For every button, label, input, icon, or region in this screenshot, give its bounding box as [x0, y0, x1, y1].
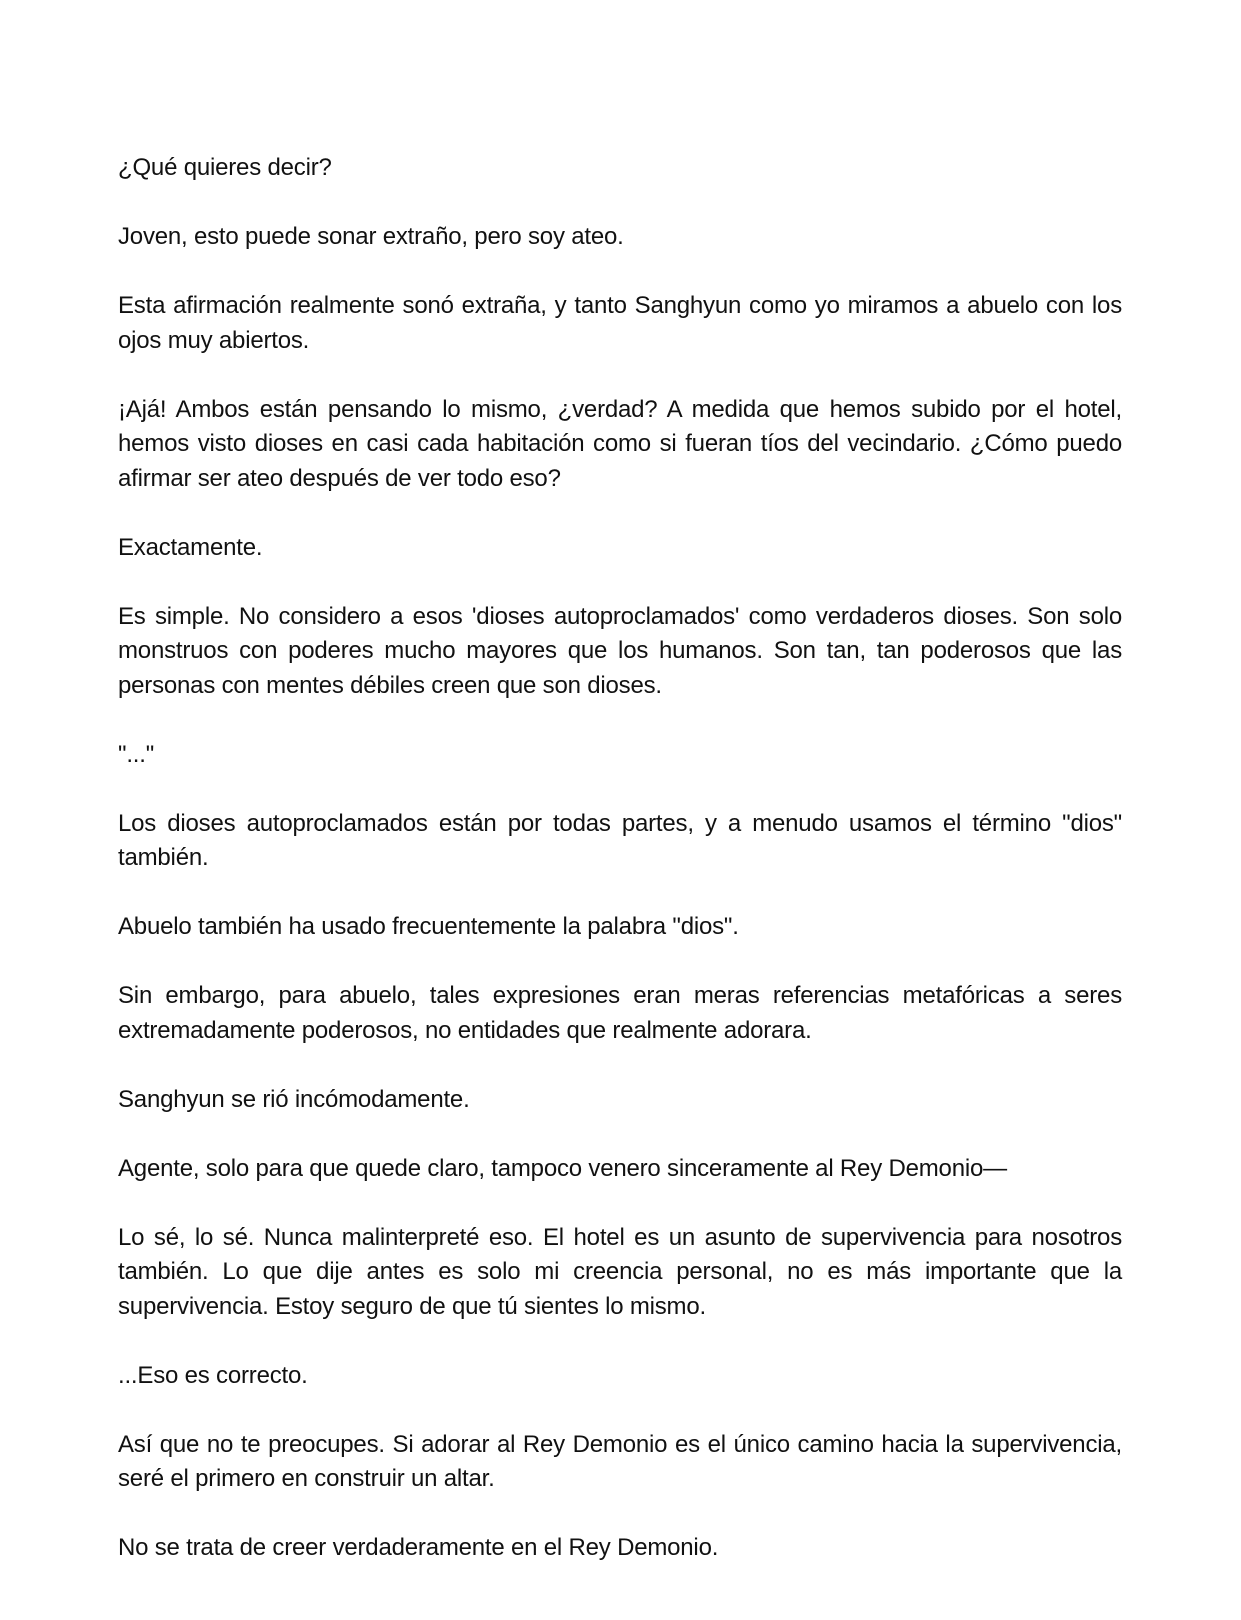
paragraph-3: Esta afirmación realmente sonó extraña, y tanto Sanghyun como yo miramos a abuelo con los ojos muy abiertos. [118, 292, 1122, 354]
paragraph-14: ...Eso es correcto. [118, 1361, 308, 1389]
paragraph-2: Joven, esto puede sonar extraño, pero soy ateo. [118, 223, 624, 250]
paragraph-8: Los dioses autoproclamados están por todas partes, y a menudo usamos el término "dios" también. [118, 809, 1122, 871]
paragraph-11: Sanghyun se rió incómodamente. [118, 1085, 470, 1113]
paragraph-1: ¿Qué quieres decir? [118, 154, 332, 181]
paragraph-10: Sin embargo, para abuelo, tales expresiones eran meras referencias metafóricas a seres extremadamente poderosos, no entidades que realmente adorara. [118, 982, 1122, 1044]
paragraph-15: Así que no te preocupes. Si adorar al Rey Demonio es el único camino hacia la supervivencia, seré el primero en construir un altar. [118, 1430, 1122, 1492]
paragraph-4: ¡Ajá! Ambos están pensando lo mismo, ¿verdad? A medida que hemos subido por el hotel, hemos visto dioses en casi cada habitación como si fueran tíos del vecindario. ¿Cómo puedo afirmar ser ateo después de ver todo eso? [118, 395, 1122, 492]
paragraph-9: Abuelo también ha usado frecuentemente la palabra "dios". [118, 913, 739, 940]
paragraph-13: Lo sé, lo sé. Nunca malinterpreté eso. El hotel es un asunto de supervivencia para nosotros también. Lo que dije antes es solo mi creencia personal, no es más importante que la supervivencia. Estoy seguro de que tú sientes lo mismo. [118, 1223, 1122, 1320]
paragraph-16: No se trata de creer verdaderamente en el Rey Demonio. [118, 1534, 719, 1561]
paragraph-6: Es simple. No considero a esos 'dioses autoproclamados' como verdaderos dioses. Son solo monstruos con poderes mucho mayores que los humanos. Son tan, tan poderosos que las personas con mentes débiles creen que son dioses. [118, 602, 1122, 699]
paragraph-12: Agente, solo para que quede claro, tampoco venero sinceramente al Rey Demonio— [118, 1154, 1007, 1182]
paragraph-5: Exactamente. [118, 533, 263, 561]
document-body [118, 151, 1122, 1600]
paragraph-7: "..." [118, 740, 155, 768]
